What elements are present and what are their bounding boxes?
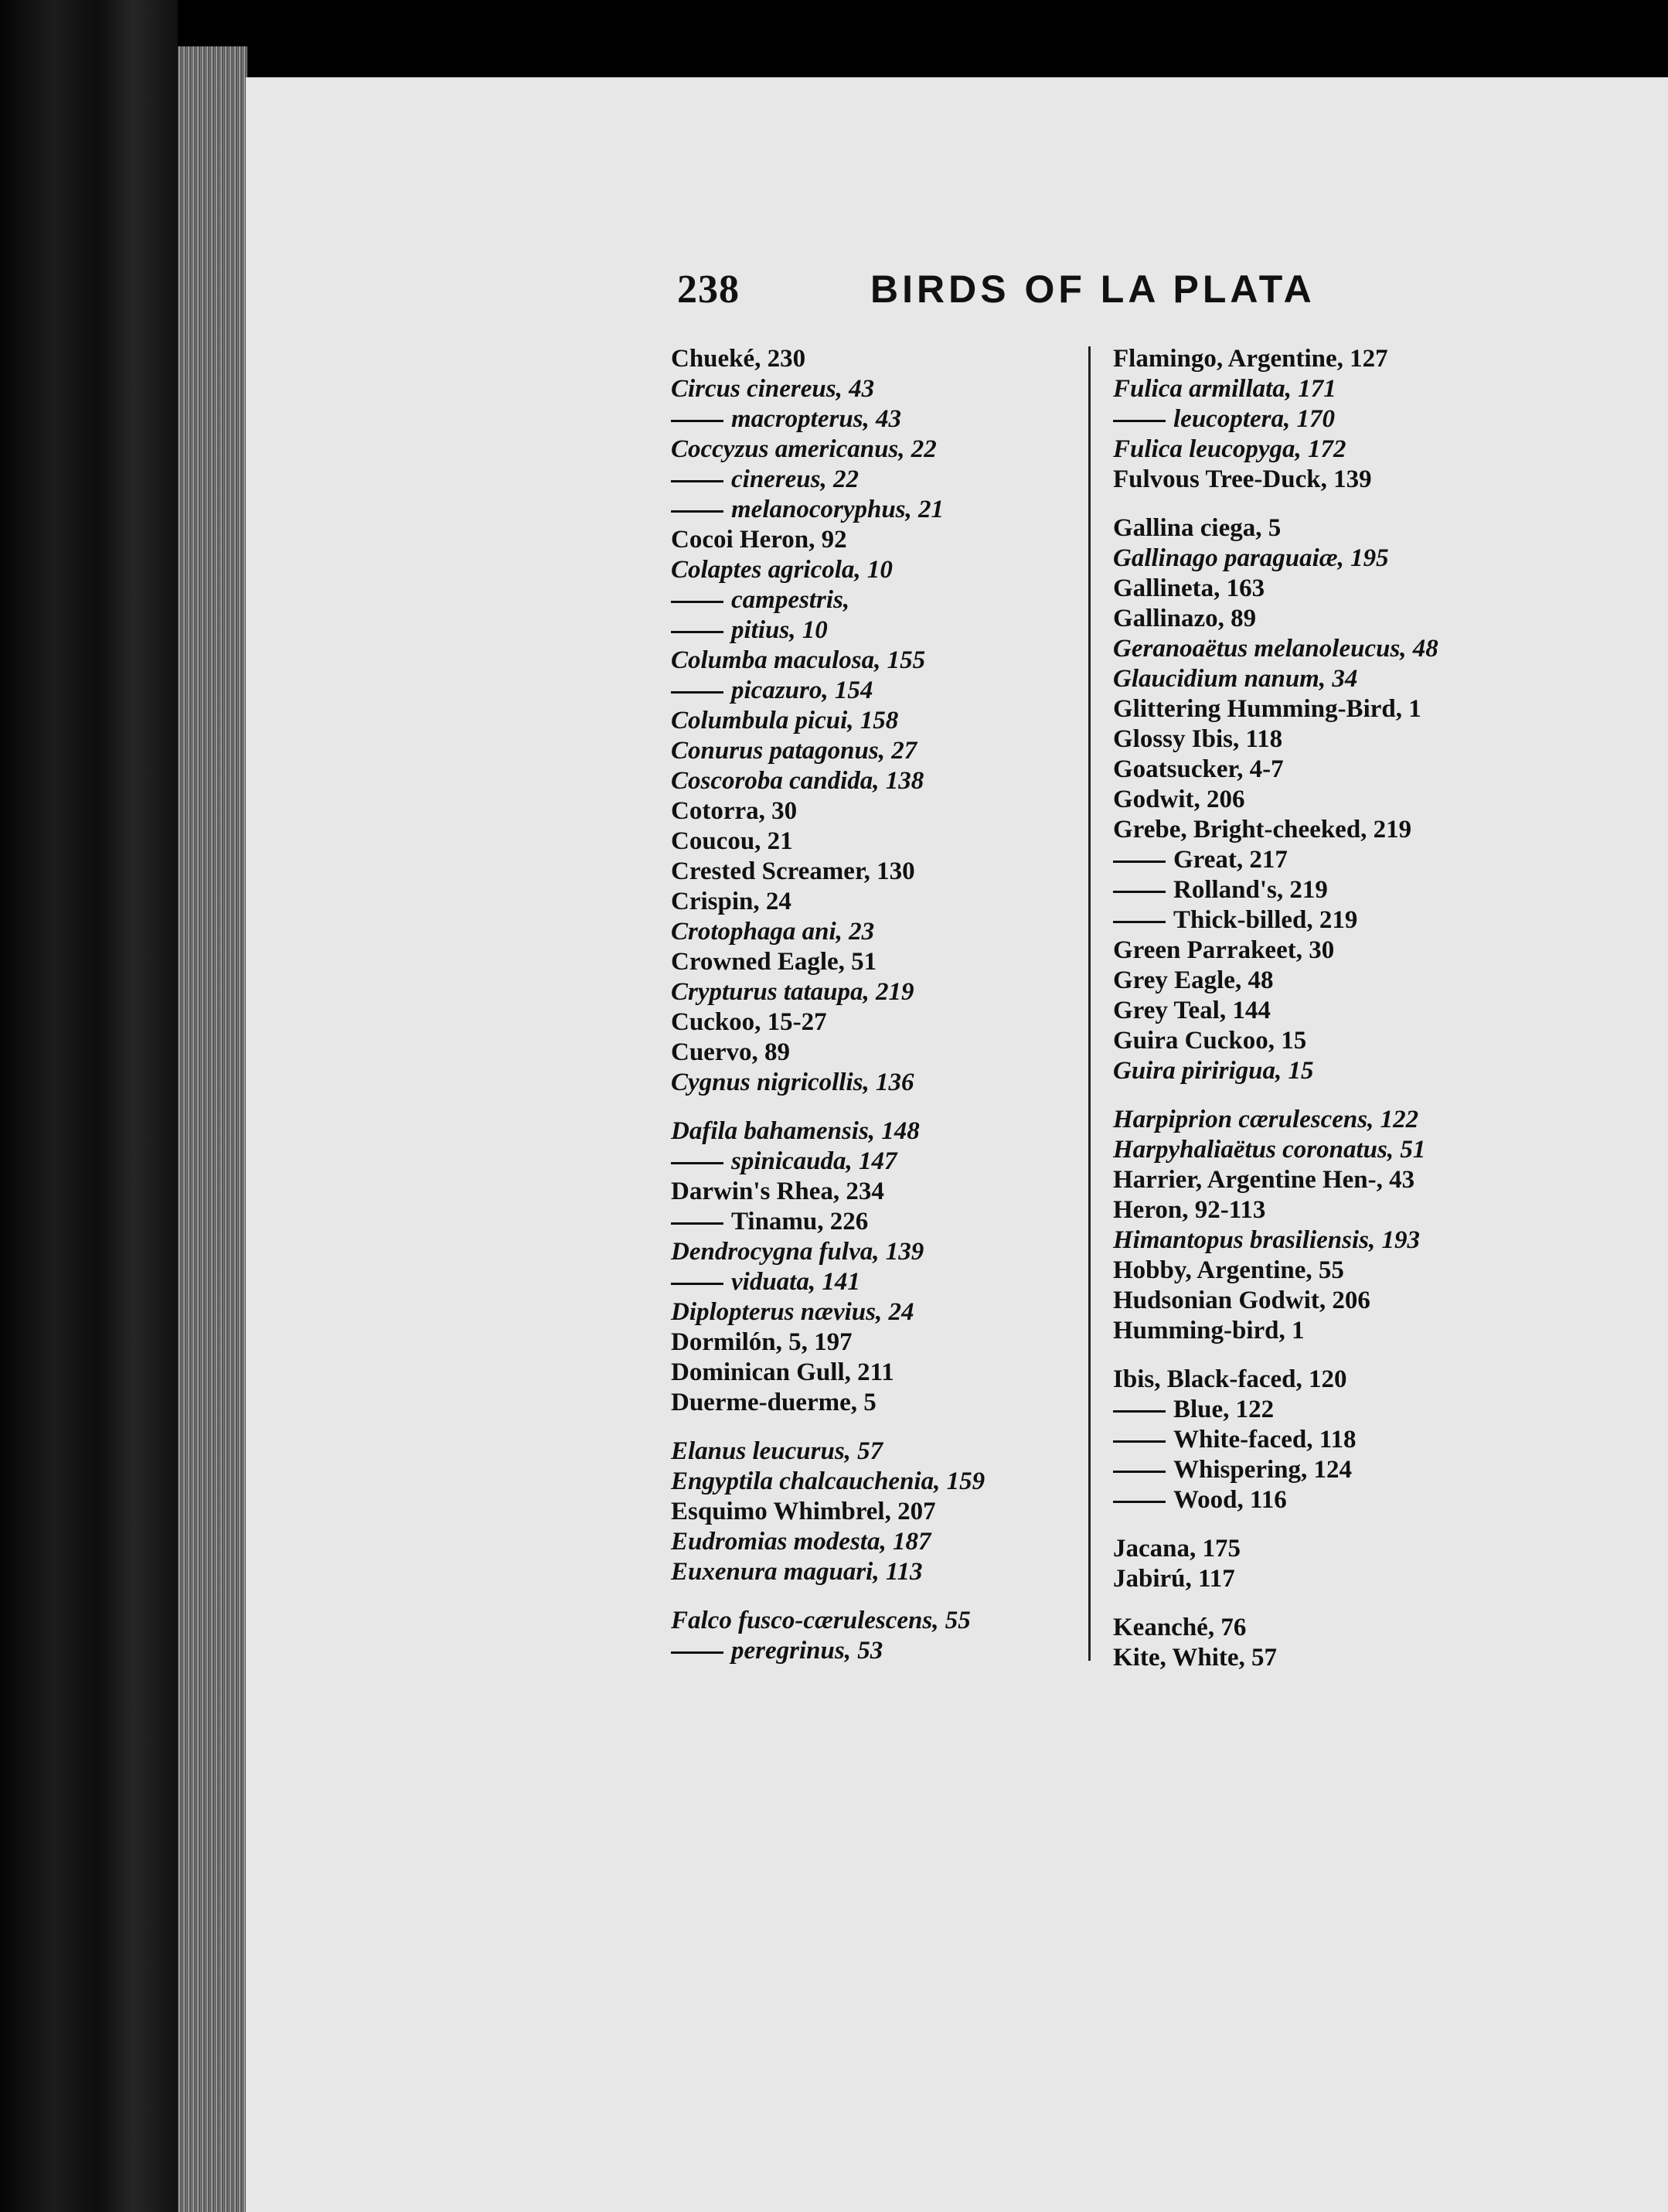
index-entry	[1113, 845, 1546, 875]
index-entry	[671, 1147, 1073, 1177]
index-entry	[1113, 1195, 1546, 1225]
ditto-dash	[671, 1222, 723, 1225]
index-entry-text: melanocoryphus, 21	[731, 496, 945, 523]
index-entry	[671, 676, 1073, 706]
index-entry	[671, 917, 1073, 947]
ditto-dash	[1113, 1501, 1166, 1503]
index-entry-text: Harpyhaliaëtus coronatus, 51	[1113, 1136, 1426, 1164]
index-entry-text: Jacana, 175	[1113, 1535, 1241, 1563]
running-title: BIRDS OF LA PLATA	[870, 268, 1316, 311]
index-entry	[671, 947, 1073, 977]
index-entry-text: Gallinago paraguaiæ, 195	[1113, 544, 1389, 572]
index-entry-text: Grey Eagle, 48	[1113, 966, 1274, 994]
index-entry-text: White-faced, 118	[1173, 1426, 1357, 1454]
index-entry-text: Dominican Gull, 211	[671, 1358, 894, 1386]
index-entry-text: Dendrocygna fulva, 139	[671, 1238, 924, 1266]
index-entry	[671, 827, 1073, 857]
index-section-gap	[1113, 495, 1546, 513]
index-entry	[1113, 1316, 1546, 1346]
index-entry	[1113, 1026, 1546, 1056]
index-entry-text: Guira Cuckoo, 15	[1113, 1027, 1307, 1055]
column-divider	[1088, 346, 1091, 1661]
index-entry	[671, 585, 1073, 615]
index-entry-text: Chueké, 230	[671, 345, 806, 373]
index-entry-text: Coucou, 21	[671, 827, 793, 855]
index-entry	[671, 1297, 1073, 1328]
index-entry-text: Gallina ciega, 5	[1113, 514, 1282, 542]
index-entry	[671, 646, 1073, 676]
index-entry-text: Dafila bahamensis, 148	[671, 1117, 920, 1145]
index-entry	[671, 555, 1073, 585]
index-entry	[671, 1038, 1073, 1068]
ditto-dash	[671, 480, 723, 482]
index-entry-text: Coccyzus americanus, 22	[671, 435, 937, 463]
index-entry	[671, 1358, 1073, 1388]
index-entry	[1113, 724, 1546, 755]
index-entry-text: Whispering, 124	[1173, 1456, 1353, 1484]
index-entry-text: campestris,	[731, 586, 850, 614]
index-entry	[1113, 1534, 1546, 1564]
index-entry-text: Dormilón, 5, 197	[671, 1328, 853, 1356]
index-entry	[671, 1388, 1073, 1418]
index-entry-text: Harpiprion cærulescens, 122	[1113, 1106, 1419, 1133]
index-entry-text: Ibis, Black-faced, 120	[1113, 1365, 1347, 1393]
index-entry-text: Crypturus tataupa, 219	[671, 978, 914, 1006]
index-entry	[1113, 544, 1546, 574]
page-edges	[178, 46, 247, 2212]
ditto-dash	[671, 1162, 723, 1164]
ditto-dash	[671, 601, 723, 603]
index-entry-text: Darwin's Rhea, 234	[671, 1178, 884, 1205]
index-entry-text: Fulvous Tree-Duck, 139	[1113, 465, 1372, 493]
index-entry	[1113, 1564, 1546, 1594]
index-entry	[1113, 1056, 1546, 1086]
index-entry-text: spinicauda, 147	[731, 1147, 897, 1175]
index-entry	[671, 1267, 1073, 1297]
index-entry-text: Hobby, Argentine, 55	[1113, 1256, 1344, 1284]
index-entry-text: Eudromias modesta, 187	[671, 1528, 931, 1556]
index-section-gap	[1113, 1594, 1546, 1613]
index-entry-text: Gallineta, 163	[1113, 574, 1265, 602]
index-entry-text: Guira piririgua, 15	[1113, 1057, 1314, 1085]
index-entry-text: Colaptes agricola, 10	[671, 556, 893, 584]
index-section-gap	[671, 1098, 1073, 1116]
index-entry	[1113, 664, 1546, 694]
index-entry	[671, 1207, 1073, 1237]
index-entry-text: Elanus leucurus, 57	[671, 1437, 883, 1465]
index-entry-text: Grey Teal, 144	[1113, 997, 1271, 1024]
index-entry-text: Thick-billed, 219	[1173, 906, 1358, 934]
index-entry-text: cinereus, 22	[731, 465, 859, 493]
index-entry-text: Cuervo, 89	[671, 1038, 790, 1066]
index-entry	[671, 1177, 1073, 1207]
index-section-gap	[671, 1587, 1073, 1606]
index-entry-text: Tinamu, 226	[731, 1208, 869, 1236]
index-entry	[671, 1636, 1073, 1666]
index-entry-text: Cuckoo, 15-27	[671, 1008, 827, 1036]
index-entry	[671, 857, 1073, 887]
ditto-dash	[671, 631, 723, 633]
index-entry	[1113, 1135, 1546, 1165]
index-entry-text: Godwit, 206	[1113, 786, 1245, 813]
index-entry	[1113, 755, 1546, 785]
index-entry-text: Conurus patagonus, 27	[671, 737, 917, 765]
index-entry	[671, 404, 1073, 435]
index-entry	[1113, 1613, 1546, 1643]
index-entry	[671, 465, 1073, 495]
index-entry	[671, 766, 1073, 796]
index-entry-text: viduata, 141	[731, 1268, 860, 1296]
index-entry-text: Glossy Ibis, 118	[1113, 725, 1283, 753]
index-entry	[671, 1467, 1073, 1497]
ditto-dash	[1113, 1440, 1166, 1443]
ditto-dash	[1113, 1410, 1166, 1413]
index-entry	[1113, 374, 1546, 404]
index-entry	[671, 1328, 1073, 1358]
index-entry	[671, 1007, 1073, 1038]
index-column-left	[671, 344, 1073, 1666]
index-entry	[1113, 1105, 1546, 1135]
index-entry-text: Crispin, 24	[671, 888, 791, 915]
index-entry	[671, 374, 1073, 404]
index-entry-text: Gallinazo, 89	[1113, 605, 1257, 632]
page-number: 238	[677, 268, 740, 312]
index-entry-text: Coscoroba candida, 138	[671, 767, 924, 795]
index-entry	[671, 344, 1073, 374]
index-entry-text: Keanché, 76	[1113, 1614, 1247, 1641]
ditto-dash	[1113, 861, 1166, 863]
index-entry-text: macropterus, 43	[731, 405, 902, 433]
ditto-dash	[1113, 1471, 1166, 1473]
index-entry-text: Fulica leucopyga, 172	[1113, 435, 1346, 463]
index-entry-text: Columbula picui, 158	[671, 707, 899, 734]
index-entry	[671, 1068, 1073, 1098]
index-entry-text: Euxenura maguari, 113	[671, 1558, 923, 1586]
index-entry-text: Kite, White, 57	[1113, 1644, 1278, 1672]
index-entry-text: Goatsucker, 4-7	[1113, 755, 1284, 783]
index-entry	[1113, 1425, 1546, 1455]
index-entry	[1113, 905, 1546, 936]
index-entry-text: Hudsonian Godwit, 206	[1113, 1287, 1370, 1314]
index-entry	[671, 1437, 1073, 1467]
index-entry	[1113, 875, 1546, 905]
index-entry	[1113, 966, 1546, 996]
index-entry-text: Diplopterus nævius, 24	[671, 1298, 914, 1326]
index-entry	[671, 736, 1073, 766]
index-entry	[1113, 1225, 1546, 1256]
index-entry	[1113, 1395, 1546, 1425]
index-entry-text: peregrinus, 53	[731, 1637, 883, 1665]
index-entry-text: Falco fusco-cærulescens, 55	[671, 1607, 971, 1634]
index-entry-text: Cygnus nigricollis, 136	[671, 1069, 914, 1096]
index-entry	[1113, 1286, 1546, 1316]
book-spine	[0, 0, 178, 2212]
index-entry-text: pitius, 10	[731, 616, 828, 644]
ditto-dash	[671, 1283, 723, 1285]
index-entry-text: Humming-bird, 1	[1113, 1317, 1305, 1345]
index-entry	[1113, 404, 1546, 435]
index-entry	[671, 615, 1073, 646]
index-entry-text: Columba maculosa, 155	[671, 646, 926, 674]
index-section-gap	[1113, 1086, 1546, 1105]
index-entry-text: leucoptera, 170	[1173, 405, 1335, 433]
index-section-gap	[1113, 1515, 1546, 1534]
index-entry-text: Himantopus brasiliensis, 193	[1113, 1226, 1421, 1254]
index-entry-text: Fulica armillata, 171	[1113, 375, 1336, 403]
index-entry-text: Cocoi Heron, 92	[671, 526, 847, 554]
ditto-dash	[671, 1651, 723, 1654]
index-entry	[1113, 936, 1546, 966]
index-entry	[1113, 574, 1546, 604]
index-entry-text: Engyptila chalcauchenia, 159	[671, 1467, 985, 1495]
index-entry-text: Circus cinereus, 43	[671, 375, 875, 403]
ditto-dash	[1113, 420, 1166, 422]
index-entry-text: Crotophaga ani, 23	[671, 918, 875, 946]
index-entry	[671, 1116, 1073, 1147]
index-entry	[1113, 1643, 1546, 1673]
top-scan-border	[178, 0, 1668, 73]
index-entry	[1113, 465, 1546, 495]
index-entry	[1113, 785, 1546, 815]
index-entry-text: Glaucidium nanum, 34	[1113, 665, 1358, 693]
ditto-dash	[671, 691, 723, 694]
index-entry	[671, 887, 1073, 917]
index-entry	[671, 435, 1073, 465]
index-entry	[1113, 1365, 1546, 1395]
index-entry-text: Jabirú, 117	[1113, 1565, 1235, 1593]
index-entry	[1113, 634, 1546, 664]
index-entry	[1113, 694, 1546, 724]
index-entry-text: Grebe, Bright-cheeked, 219	[1113, 816, 1412, 844]
index-entry	[671, 1527, 1073, 1557]
index-section-gap	[671, 1418, 1073, 1437]
index-entry-text: Rolland's, 219	[1173, 876, 1328, 904]
index-entry-text: Wood, 116	[1173, 1486, 1287, 1514]
index-entry-text: Esquimo Whimbrel, 207	[671, 1498, 936, 1525]
index-entry-text: Heron, 92-113	[1113, 1196, 1266, 1224]
index-entry-text: picazuro, 154	[731, 677, 873, 704]
index-entry-text: Duerme-duerme, 5	[671, 1389, 877, 1416]
index-entry	[671, 1497, 1073, 1527]
index-entry-text: Crested Screamer, 130	[671, 857, 915, 885]
index-entry	[1113, 1485, 1546, 1515]
index-entry-text: Crowned Eagle, 51	[671, 948, 877, 976]
index-entry	[1113, 996, 1546, 1026]
index-entry	[1113, 435, 1546, 465]
index-entry-text: Flamingo, Argentine, 127	[1113, 345, 1388, 373]
index-entry-text: Glittering Humming-Bird, 1	[1113, 695, 1421, 723]
index-entry	[1113, 1256, 1546, 1286]
ditto-dash	[671, 420, 723, 422]
index-entry	[671, 796, 1073, 827]
index-entry	[671, 1606, 1073, 1636]
index-entry-text: Cotorra, 30	[671, 797, 798, 825]
index-entry	[671, 1557, 1073, 1587]
ditto-dash	[1113, 921, 1166, 923]
index-entry	[671, 706, 1073, 736]
index-entry	[1113, 344, 1546, 374]
index-section-gap	[1113, 1346, 1546, 1365]
index-entry-text: Harrier, Argentine Hen-, 43	[1113, 1166, 1415, 1194]
index-entry-text: Great, 217	[1173, 846, 1288, 874]
ditto-dash	[671, 510, 723, 513]
index-entry	[1113, 1455, 1546, 1485]
index-entry	[671, 977, 1073, 1007]
index-column-right	[1113, 344, 1546, 1673]
index-entry-text: Geranoaëtus melanoleucus, 48	[1113, 635, 1438, 663]
index-entry-text: Blue, 122	[1173, 1396, 1275, 1423]
index-entry	[1113, 815, 1546, 845]
index-entry	[671, 525, 1073, 555]
index-entry-text: Green Parrakeet, 30	[1113, 936, 1335, 964]
running-head	[677, 267, 1342, 321]
index-entry	[1113, 604, 1546, 634]
index-entry	[671, 1237, 1073, 1267]
index-entry	[1113, 1165, 1546, 1195]
index-entry	[671, 495, 1073, 525]
index-entry	[1113, 513, 1546, 544]
ditto-dash	[1113, 891, 1166, 893]
